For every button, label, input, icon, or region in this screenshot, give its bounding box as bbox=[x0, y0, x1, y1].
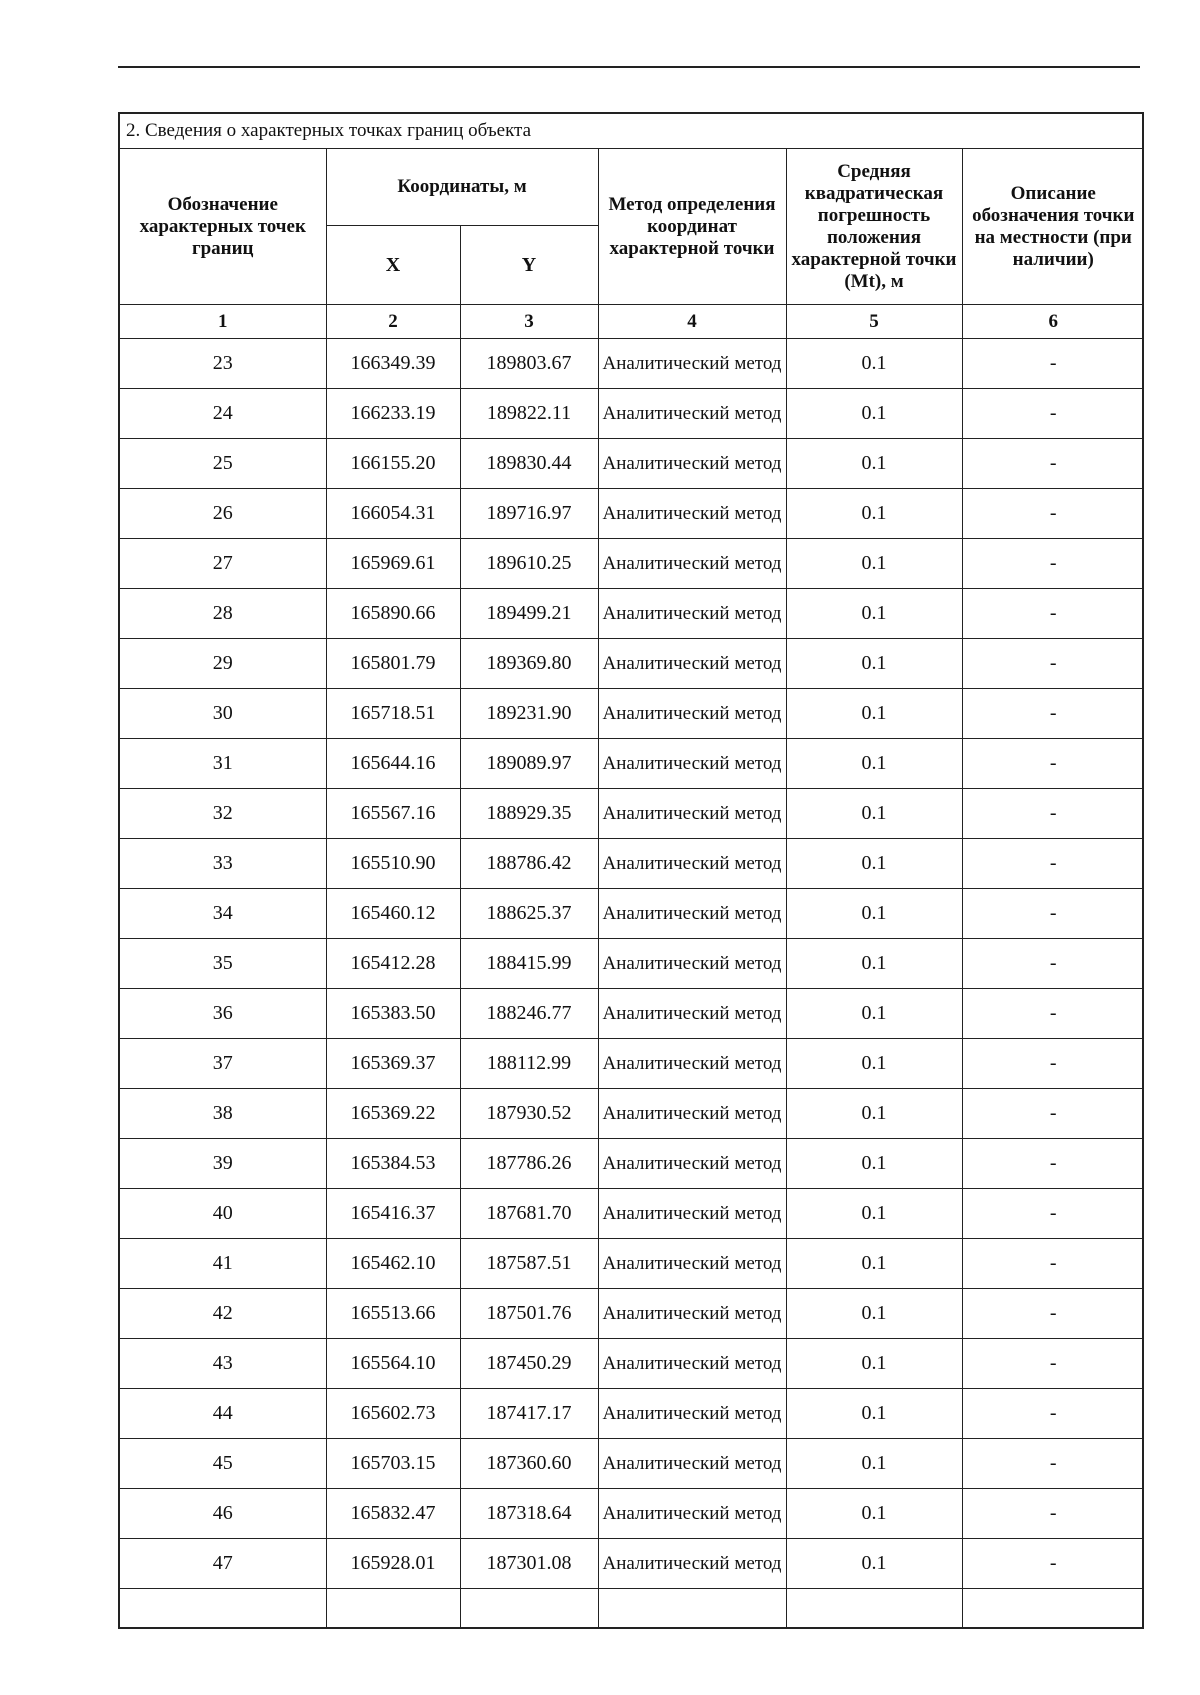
column-number: 5 bbox=[786, 305, 962, 339]
accuracy-cell: 0.1 bbox=[786, 1289, 962, 1339]
empty-cell bbox=[460, 1589, 598, 1628]
empty-cell bbox=[598, 1589, 786, 1628]
description-cell: - bbox=[962, 339, 1144, 389]
point-number-cell: 39 bbox=[120, 1139, 326, 1189]
description-cell: - bbox=[962, 1039, 1144, 1089]
x-coordinate-cell: 165460.12 bbox=[326, 889, 460, 939]
empty-cell bbox=[962, 1589, 1144, 1628]
description-cell: - bbox=[962, 439, 1144, 489]
table-row bbox=[120, 1389, 1144, 1439]
point-number-cell: 38 bbox=[120, 1089, 326, 1139]
point-number-cell: 27 bbox=[120, 539, 326, 589]
table-row bbox=[120, 639, 1144, 689]
point-number-cell: 42 bbox=[120, 1289, 326, 1339]
table-row bbox=[120, 1239, 1144, 1289]
description-cell: - bbox=[962, 639, 1144, 689]
table-row bbox=[120, 439, 1144, 489]
header-y: Y bbox=[460, 226, 598, 305]
accuracy-cell: 0.1 bbox=[786, 1489, 962, 1539]
accuracy-cell: 0.1 bbox=[786, 1089, 962, 1139]
accuracy-cell: 0.1 bbox=[786, 489, 962, 539]
accuracy-cell: 0.1 bbox=[786, 939, 962, 989]
empty-cell bbox=[120, 1589, 326, 1628]
x-coordinate-cell: 166155.20 bbox=[326, 439, 460, 489]
method-cell: Аналитический метод bbox=[598, 739, 786, 789]
point-number-cell: 41 bbox=[120, 1239, 326, 1289]
x-coordinate-cell: 165369.37 bbox=[326, 1039, 460, 1089]
description-cell: - bbox=[962, 389, 1144, 439]
table-row bbox=[120, 539, 1144, 589]
table-row bbox=[120, 1439, 1144, 1489]
description-cell: - bbox=[962, 1539, 1144, 1589]
x-coordinate-cell: 165369.22 bbox=[326, 1089, 460, 1139]
method-cell: Аналитический метод bbox=[598, 689, 786, 739]
y-coordinate-cell: 189231.90 bbox=[460, 689, 598, 739]
point-number-cell: 46 bbox=[120, 1489, 326, 1539]
accuracy-cell: 0.1 bbox=[786, 739, 962, 789]
column-number: 2 bbox=[326, 305, 460, 339]
method-cell: Аналитический метод bbox=[598, 589, 786, 639]
description-cell: - bbox=[962, 539, 1144, 589]
table-row bbox=[120, 1189, 1144, 1239]
y-coordinate-cell: 188415.99 bbox=[460, 939, 598, 989]
header-point-designation: Обозначение характерных точек границ bbox=[120, 149, 326, 305]
method-cell: Аналитический метод bbox=[598, 1539, 786, 1589]
table-row bbox=[120, 1539, 1144, 1589]
method-cell: Аналитический метод bbox=[598, 539, 786, 589]
accuracy-cell: 0.1 bbox=[786, 639, 962, 689]
table-row bbox=[120, 989, 1144, 1039]
description-cell: - bbox=[962, 839, 1144, 889]
point-number-cell: 23 bbox=[120, 339, 326, 389]
y-coordinate-cell: 187450.29 bbox=[460, 1339, 598, 1389]
table-row bbox=[120, 1339, 1144, 1389]
method-cell: Аналитический метод bbox=[598, 1139, 786, 1189]
method-cell: Аналитический метод bbox=[598, 639, 786, 689]
column-numbers-row bbox=[120, 305, 1144, 339]
x-coordinate-cell: 165890.66 bbox=[326, 589, 460, 639]
table-row bbox=[120, 1089, 1144, 1139]
point-number-cell: 47 bbox=[120, 1539, 326, 1589]
description-cell: - bbox=[962, 1089, 1144, 1139]
method-cell: Аналитический метод bbox=[598, 389, 786, 439]
method-cell: Аналитический метод bbox=[598, 439, 786, 489]
method-cell: Аналитический метод bbox=[598, 1389, 786, 1439]
x-coordinate-cell: 165644.16 bbox=[326, 739, 460, 789]
description-cell: - bbox=[962, 739, 1144, 789]
x-coordinate-cell: 165567.16 bbox=[326, 789, 460, 839]
empty-row bbox=[120, 1589, 1144, 1628]
point-number-cell: 24 bbox=[120, 389, 326, 439]
x-coordinate-cell: 166349.39 bbox=[326, 339, 460, 389]
accuracy-cell: 0.1 bbox=[786, 1389, 962, 1439]
header-divider bbox=[118, 66, 1140, 68]
method-cell: Аналитический метод bbox=[598, 1489, 786, 1539]
description-cell: - bbox=[962, 989, 1144, 1039]
method-cell: Аналитический метод bbox=[598, 789, 786, 839]
accuracy-cell: 0.1 bbox=[786, 1039, 962, 1089]
table-row bbox=[120, 689, 1144, 739]
y-coordinate-cell: 187301.08 bbox=[460, 1539, 598, 1589]
y-coordinate-cell: 187360.60 bbox=[460, 1439, 598, 1489]
x-coordinate-cell: 165462.10 bbox=[326, 1239, 460, 1289]
y-coordinate-cell: 187318.64 bbox=[460, 1489, 598, 1539]
column-number: 3 bbox=[460, 305, 598, 339]
point-number-cell: 35 bbox=[120, 939, 326, 989]
description-cell: - bbox=[962, 1389, 1144, 1439]
method-cell: Аналитический метод bbox=[598, 1189, 786, 1239]
point-number-cell: 34 bbox=[120, 889, 326, 939]
table-row bbox=[120, 1489, 1144, 1539]
description-cell: - bbox=[962, 589, 1144, 639]
x-coordinate-cell: 165513.66 bbox=[326, 1289, 460, 1339]
x-coordinate-cell: 166233.19 bbox=[326, 389, 460, 439]
x-coordinate-cell: 165969.61 bbox=[326, 539, 460, 589]
method-cell: Аналитический метод bbox=[598, 1239, 786, 1289]
accuracy-cell: 0.1 bbox=[786, 789, 962, 839]
point-number-cell: 40 bbox=[120, 1189, 326, 1239]
x-coordinate-cell: 165832.47 bbox=[326, 1489, 460, 1539]
point-number-cell: 45 bbox=[120, 1439, 326, 1489]
table-row bbox=[120, 939, 1144, 989]
accuracy-cell: 0.1 bbox=[786, 989, 962, 1039]
y-coordinate-cell: 187786.26 bbox=[460, 1139, 598, 1189]
method-cell: Аналитический метод bbox=[598, 1439, 786, 1489]
point-number-cell: 25 bbox=[120, 439, 326, 489]
boundary-points-table bbox=[120, 149, 1144, 1627]
table-row bbox=[120, 339, 1144, 389]
accuracy-cell: 0.1 bbox=[786, 1139, 962, 1189]
table-row bbox=[120, 589, 1144, 639]
x-coordinate-cell: 165510.90 bbox=[326, 839, 460, 889]
point-number-cell: 44 bbox=[120, 1389, 326, 1439]
x-coordinate-cell: 165564.10 bbox=[326, 1339, 460, 1389]
x-coordinate-cell: 165602.73 bbox=[326, 1389, 460, 1439]
y-coordinate-cell: 189803.67 bbox=[460, 339, 598, 389]
column-number: 6 bbox=[962, 305, 1144, 339]
description-cell: - bbox=[962, 1339, 1144, 1389]
table-body bbox=[120, 339, 1144, 1628]
table-row bbox=[120, 1139, 1144, 1189]
y-coordinate-cell: 189830.44 bbox=[460, 439, 598, 489]
method-cell: Аналитический метод bbox=[598, 1289, 786, 1339]
accuracy-cell: 0.1 bbox=[786, 1539, 962, 1589]
empty-cell bbox=[786, 1589, 962, 1628]
accuracy-cell: 0.1 bbox=[786, 689, 962, 739]
table-row bbox=[120, 489, 1144, 539]
description-cell: - bbox=[962, 1189, 1144, 1239]
header-x: X bbox=[326, 226, 460, 305]
y-coordinate-cell: 189499.21 bbox=[460, 589, 598, 639]
accuracy-cell: 0.1 bbox=[786, 589, 962, 639]
description-cell: - bbox=[962, 1289, 1144, 1339]
table-row bbox=[120, 889, 1144, 939]
y-coordinate-cell: 188112.99 bbox=[460, 1039, 598, 1089]
accuracy-cell: 0.1 bbox=[786, 1239, 962, 1289]
section-title: 2. Сведения о характерных точках границ объекта bbox=[120, 114, 1142, 149]
description-cell: - bbox=[962, 939, 1144, 989]
y-coordinate-cell: 188625.37 bbox=[460, 889, 598, 939]
method-cell: Аналитический метод bbox=[598, 1339, 786, 1389]
method-cell: Аналитический метод bbox=[598, 839, 786, 889]
description-cell: - bbox=[962, 1489, 1144, 1539]
y-coordinate-cell: 187501.76 bbox=[460, 1289, 598, 1339]
y-coordinate-cell: 189716.97 bbox=[460, 489, 598, 539]
description-cell: - bbox=[962, 1439, 1144, 1489]
method-cell: Аналитический метод bbox=[598, 489, 786, 539]
accuracy-cell: 0.1 bbox=[786, 389, 962, 439]
x-coordinate-cell: 165416.37 bbox=[326, 1189, 460, 1239]
header-accuracy: Средняя квадратическая погрешность положения характерной точки (Mt), м bbox=[786, 149, 962, 305]
accuracy-cell: 0.1 bbox=[786, 539, 962, 589]
boundary-points-section bbox=[118, 112, 1144, 1629]
method-cell: Аналитический метод bbox=[598, 989, 786, 1039]
table-row bbox=[120, 739, 1144, 789]
y-coordinate-cell: 189610.25 bbox=[460, 539, 598, 589]
x-coordinate-cell: 165703.15 bbox=[326, 1439, 460, 1489]
description-cell: - bbox=[962, 1239, 1144, 1289]
point-number-cell: 26 bbox=[120, 489, 326, 539]
point-number-cell: 30 bbox=[120, 689, 326, 739]
description-cell: - bbox=[962, 1139, 1144, 1189]
accuracy-cell: 0.1 bbox=[786, 1439, 962, 1489]
accuracy-cell: 0.1 bbox=[786, 339, 962, 389]
column-number: 1 bbox=[120, 305, 326, 339]
header-method: Метод определения координат характерной точки bbox=[598, 149, 786, 305]
x-coordinate-cell: 165384.53 bbox=[326, 1139, 460, 1189]
y-coordinate-cell: 189822.11 bbox=[460, 389, 598, 439]
x-coordinate-cell: 165928.01 bbox=[326, 1539, 460, 1589]
point-number-cell: 28 bbox=[120, 589, 326, 639]
y-coordinate-cell: 187417.17 bbox=[460, 1389, 598, 1439]
point-number-cell: 36 bbox=[120, 989, 326, 1039]
table-row bbox=[120, 839, 1144, 889]
method-cell: Аналитический метод bbox=[598, 339, 786, 389]
y-coordinate-cell: 189089.97 bbox=[460, 739, 598, 789]
method-cell: Аналитический метод bbox=[598, 1039, 786, 1089]
y-coordinate-cell: 187681.70 bbox=[460, 1189, 598, 1239]
accuracy-cell: 0.1 bbox=[786, 1189, 962, 1239]
x-coordinate-cell: 165383.50 bbox=[326, 989, 460, 1039]
method-cell: Аналитический метод bbox=[598, 1089, 786, 1139]
point-number-cell: 37 bbox=[120, 1039, 326, 1089]
x-coordinate-cell: 166054.31 bbox=[326, 489, 460, 539]
header-coordinates: Координаты, м bbox=[326, 149, 598, 226]
point-number-cell: 43 bbox=[120, 1339, 326, 1389]
table-row bbox=[120, 1289, 1144, 1339]
accuracy-cell: 0.1 bbox=[786, 1339, 962, 1389]
table-row bbox=[120, 1039, 1144, 1089]
description-cell: - bbox=[962, 789, 1144, 839]
y-coordinate-cell: 188246.77 bbox=[460, 989, 598, 1039]
header-description: Описание обозначения точки на местности (при наличии) bbox=[962, 149, 1144, 305]
table-row bbox=[120, 389, 1144, 439]
point-number-cell: 33 bbox=[120, 839, 326, 889]
column-number: 4 bbox=[598, 305, 786, 339]
x-coordinate-cell: 165801.79 bbox=[326, 639, 460, 689]
method-cell: Аналитический метод bbox=[598, 939, 786, 989]
accuracy-cell: 0.1 bbox=[786, 439, 962, 489]
y-coordinate-cell: 189369.80 bbox=[460, 639, 598, 689]
empty-cell bbox=[326, 1589, 460, 1628]
table-row bbox=[120, 789, 1144, 839]
x-coordinate-cell: 165718.51 bbox=[326, 689, 460, 739]
y-coordinate-cell: 188929.35 bbox=[460, 789, 598, 839]
point-number-cell: 29 bbox=[120, 639, 326, 689]
y-coordinate-cell: 188786.42 bbox=[460, 839, 598, 889]
point-number-cell: 31 bbox=[120, 739, 326, 789]
accuracy-cell: 0.1 bbox=[786, 839, 962, 889]
description-cell: - bbox=[962, 489, 1144, 539]
point-number-cell: 32 bbox=[120, 789, 326, 839]
y-coordinate-cell: 187930.52 bbox=[460, 1089, 598, 1139]
y-coordinate-cell: 187587.51 bbox=[460, 1239, 598, 1289]
description-cell: - bbox=[962, 889, 1144, 939]
description-cell: - bbox=[962, 689, 1144, 739]
method-cell: Аналитический метод bbox=[598, 889, 786, 939]
accuracy-cell: 0.1 bbox=[786, 889, 962, 939]
x-coordinate-cell: 165412.28 bbox=[326, 939, 460, 989]
